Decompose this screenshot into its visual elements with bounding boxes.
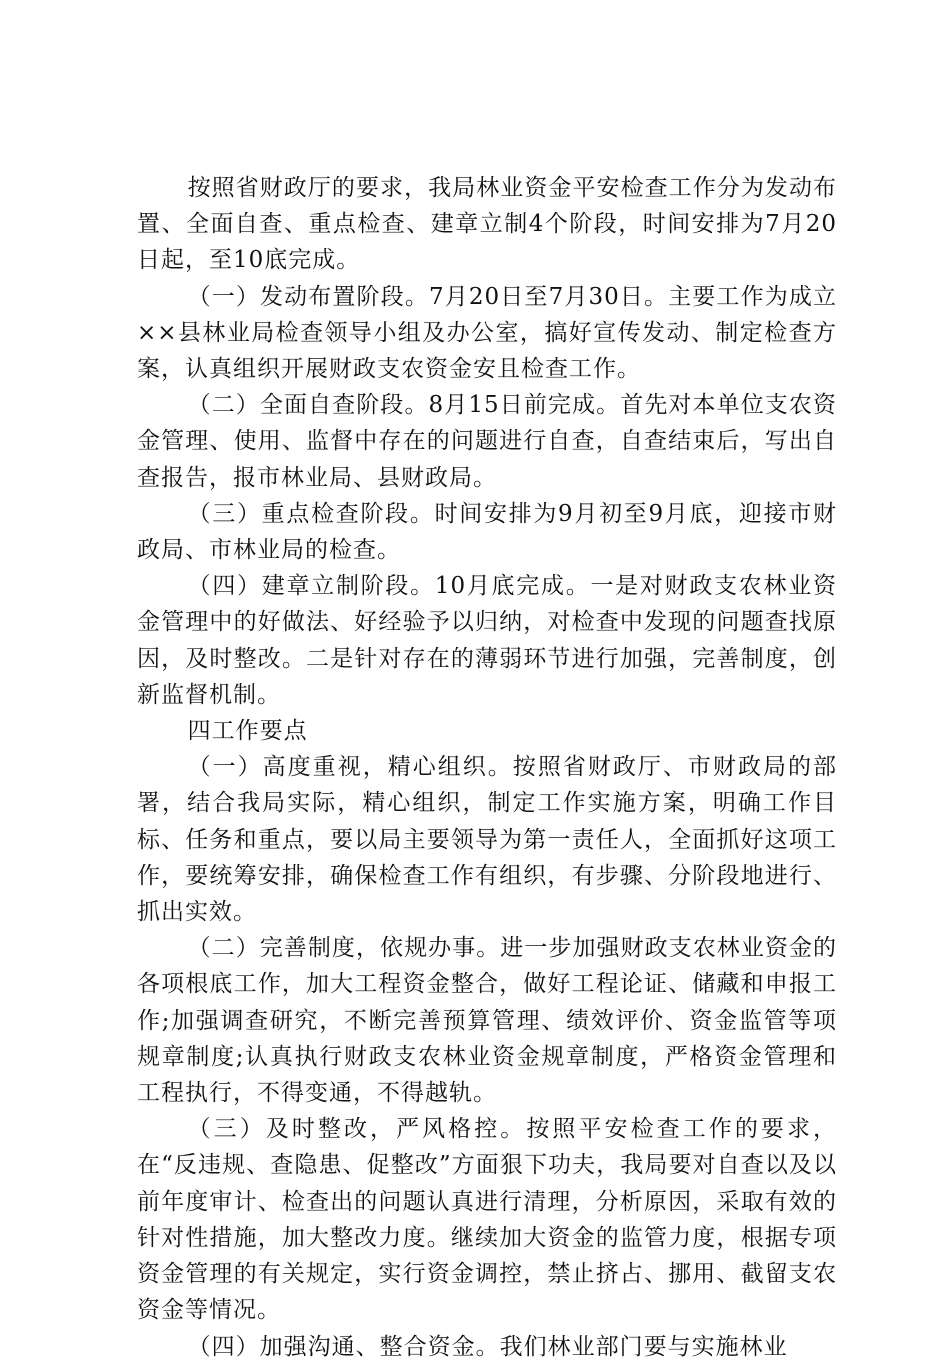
- stage-three-paragraph: （三）重点检查阶段。时间安排为9月初至9月底，迎接市财政局、市林业局的检查。: [137, 500, 837, 564]
- point-one-paragraph: （一）高度重视，精心组织。按照省财政厅、市财政局的部署，结合我局实际，精心组织，制定工作实施方案，明确工作目标、任务和重点，要以局主要领导为第一责任人，全面抓好这项工作，要统筹安排，确保检查工作有组织，有步骤、分阶段地进行、抓出实效。: [137, 754, 837, 926]
- point-two-paragraph: （二）完善制度，依规办事。进一步加强财政支农林业资金的各项根底工作，加大工程资金整合，做好工程论证、储藏和申报工作;加强调查研究，不断完善预算管理、绩效评价、资金监管等项规章制度;认真执行财政支农林业资金规章制度，严格资金管理和工程执行，不得变通，不得越轨。: [137, 935, 837, 1107]
- stage-four-paragraph: （四）建章立制阶段。10月底完成。一是对财政支农林业资金管理中的好做法、好经验予以归纳，对检查中发现的问题查找原因，及时整改。二是针对存在的薄弱环节进行加强，完善制度，创新监督机制。: [137, 573, 837, 708]
- stage-one-paragraph: （一）发动布置阶段。7月20日至7月30日。主要工作为成立××县林业局检查领导小组及办公室，搞好宣传发动、制定检查方案，认真组织开展财政支农资金安且检查工作。: [137, 283, 837, 383]
- intro-paragraph: 按照省财政厅的要求，我局林业资金平安检查工作分为发动布置、全面自查、重点检查、建章立制4个阶段，时间安排为7月20日起，至10底完成。: [137, 175, 837, 274]
- stage-two-paragraph: （二）全面自查阶段。8月15日前完成。首先对本单位支农资金管理、使用、监督中存在的问题进行自查，自查结束后，写出自查报告，报市林业局、县财政局。: [137, 392, 837, 491]
- point-four-paragraph: （四）加强沟通、整合资金。我们林业部门要与实施林业: [187, 1333, 788, 1360]
- section-heading: 四工作要点: [187, 718, 308, 745]
- point-three-paragraph: （三）及时整改，严风格控。按照平安检查工作的要求，在“反违规、查隐患、促整改”方面狠下功夫，我局要对自查以及以前年度审计、检查出的问题认真进行清理，分析原因，采取有效的针对性措施，加大整改力度。继续加大资金的监管力度，根据专项资金管理的有关规定，实行资金调控，禁止挤占、挪用、截留支农资金等情况。: [137, 1116, 837, 1324]
- document-body: [137, 170, 837, 1365]
